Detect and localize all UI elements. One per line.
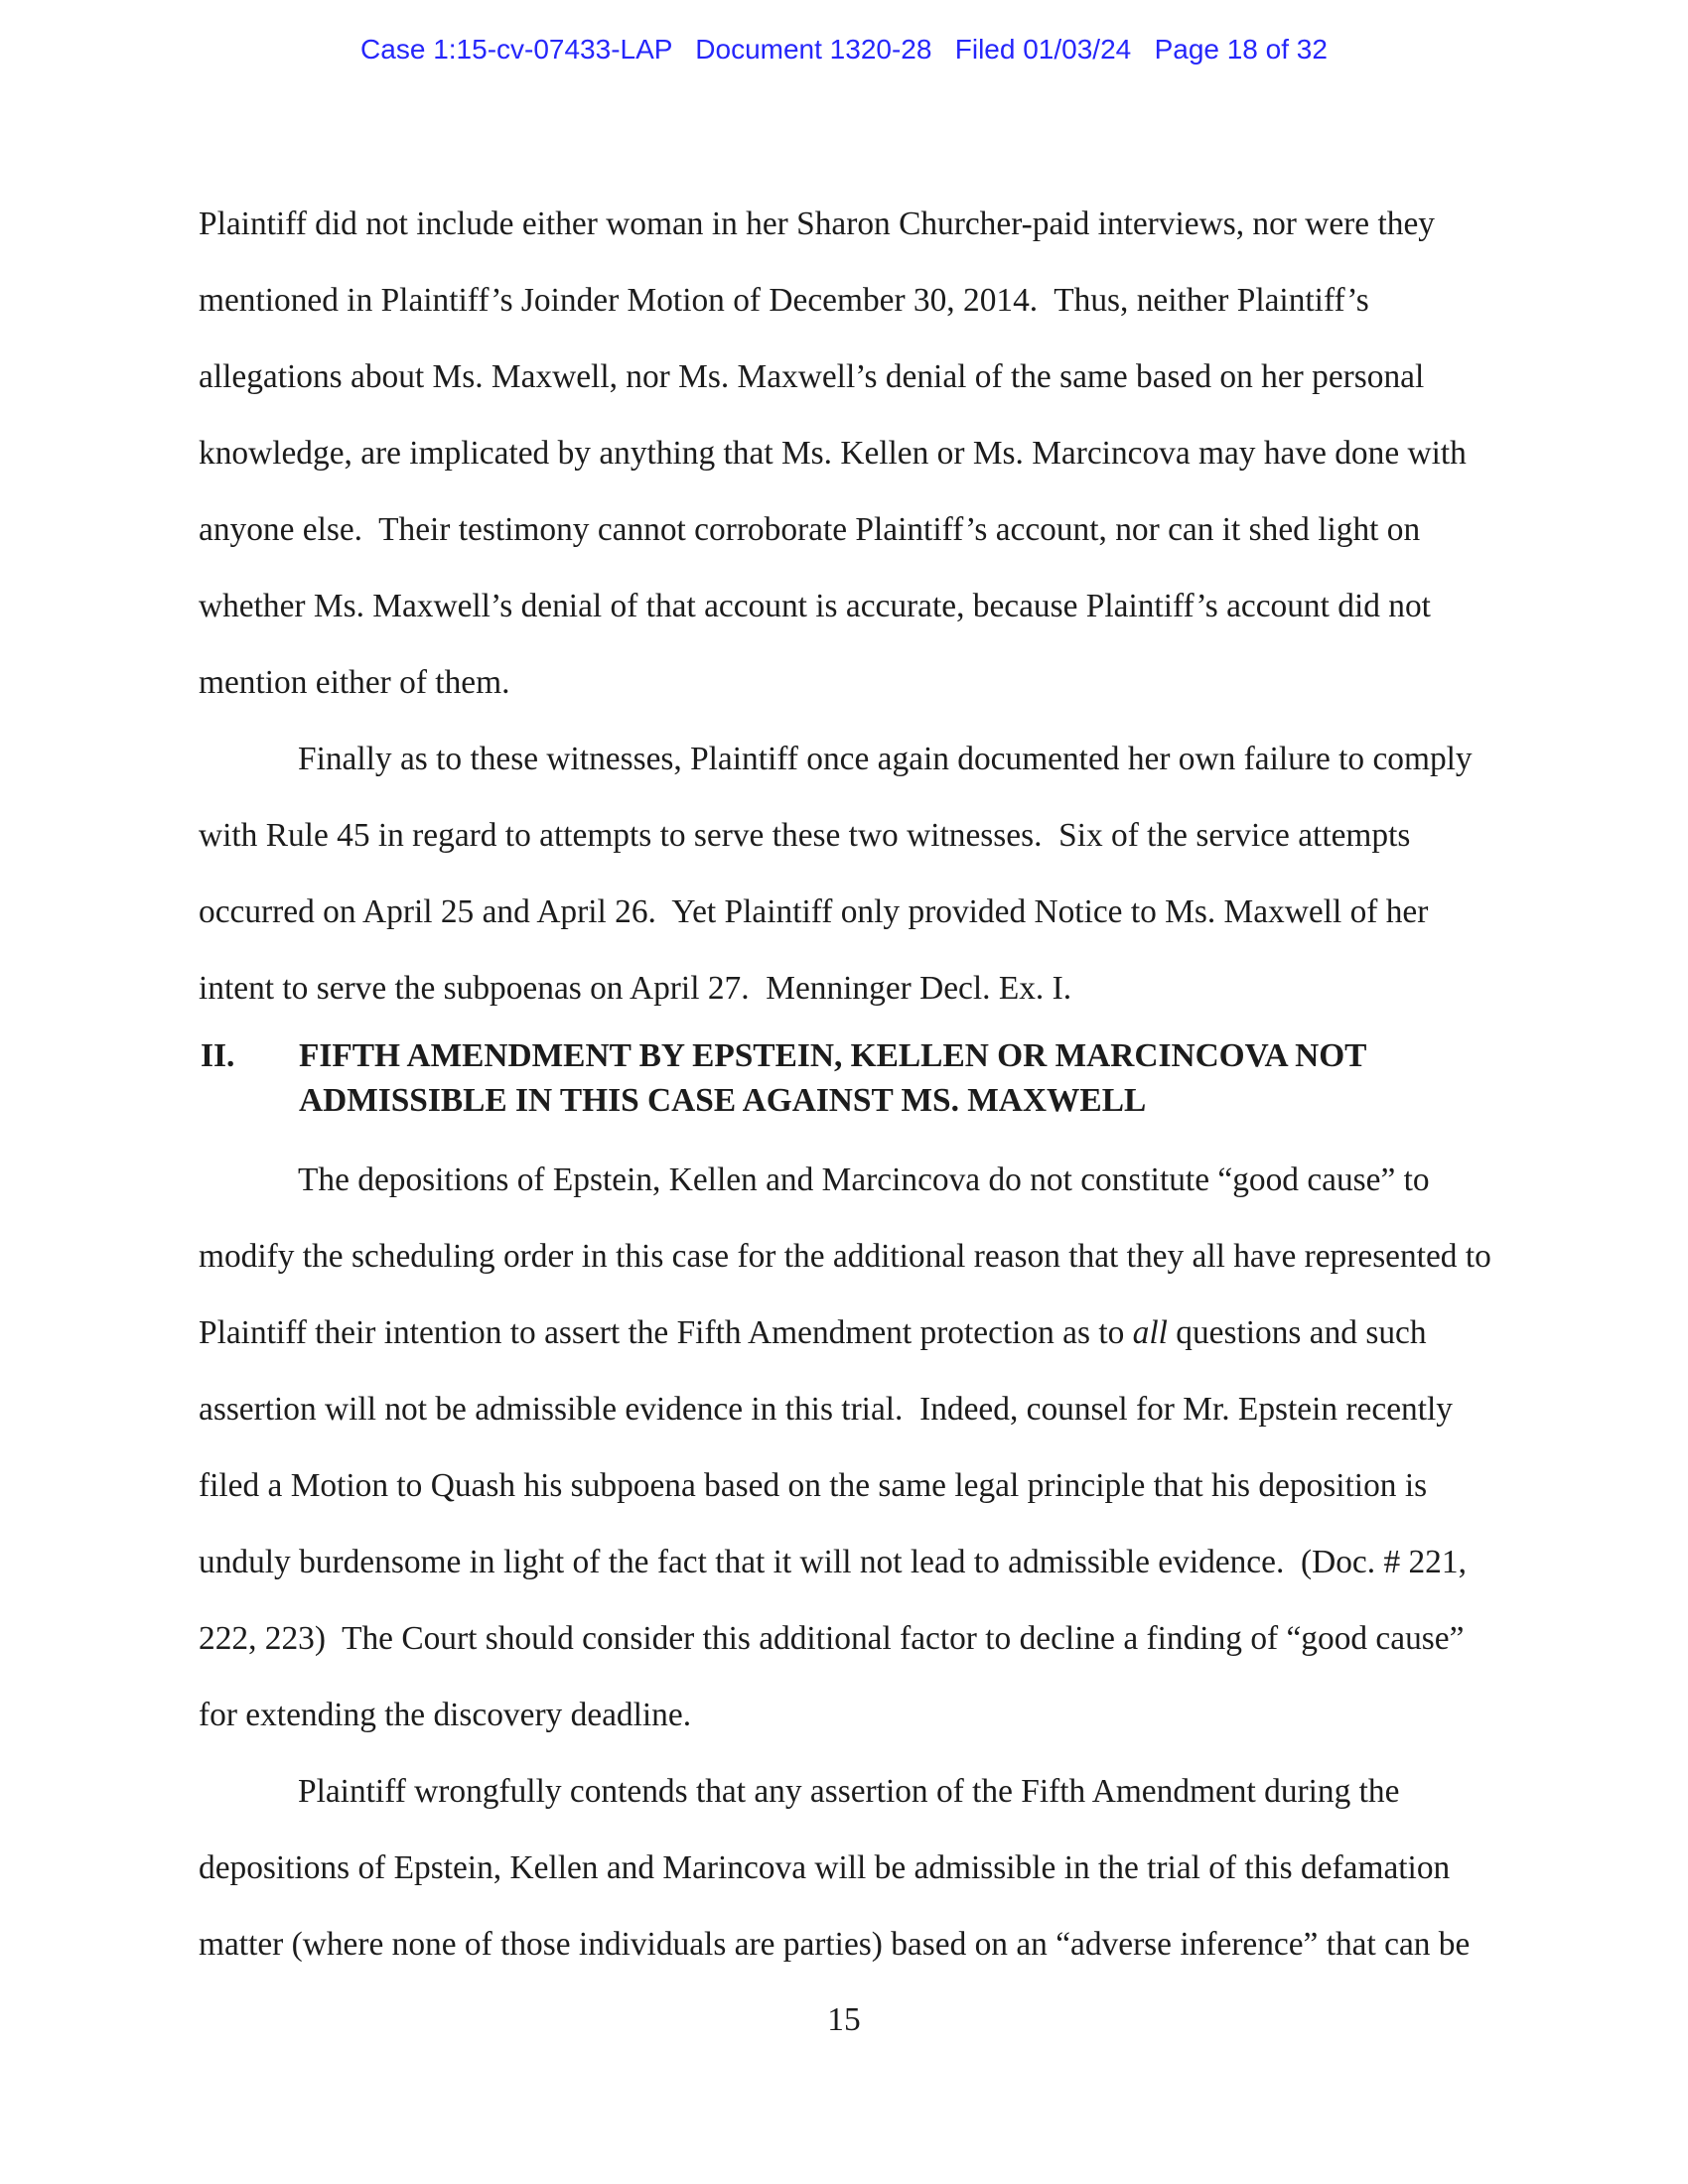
body-line: Finally as to these witnesses, Plaintiff once again documented her own failure to comply bbox=[298, 741, 1473, 777]
body-line: matter (where none of those individuals are parties) based on an “adverse inference” that can be bbox=[199, 1926, 1471, 1963]
body-line: intent to serve the subpoenas on April 27. Menninger Decl. Ex. I. bbox=[199, 970, 1072, 1007]
section-heading-2 bbox=[199, 1033, 1509, 1123]
body-line: modify the scheduling order in this case for the additional reason that they all have represented to bbox=[199, 1238, 1491, 1275]
body-line: assertion will not be admissible evidence in this trial. Indeed, counsel for Mr. Epstein recently bbox=[199, 1391, 1453, 1428]
body-line: filed a Motion to Quash his subpoena based on the same legal principle that his deposition is bbox=[199, 1467, 1428, 1504]
line-segment: questions and such bbox=[1167, 1314, 1427, 1351]
body-line: knowledge, are implicated by anything that Ms. Kellen or Ms. Marcincova may have done with bbox=[199, 435, 1467, 472]
paragraph-4 bbox=[199, 1753, 1509, 1982]
body-line: anyone else. Their testimony cannot corroborate Plaintiff’s account, nor can it shed light on bbox=[199, 511, 1421, 548]
section-heading-number: II. bbox=[201, 1037, 235, 1074]
section-heading-text bbox=[299, 1033, 1509, 1123]
body-line: whether Ms. Maxwell’s denial of that account is accurate, because Plaintiff’s account did not bbox=[199, 588, 1431, 624]
body-line: Plaintiff did not include either woman in her Sharon Churcher-paid interviews, nor were they bbox=[199, 205, 1435, 242]
page-number: 15 bbox=[827, 2001, 861, 2038]
body-line: mention either of them. bbox=[199, 664, 510, 701]
body-line: mentioned in Plaintiff’s Joinder Motion of December 30, 2014. Thus, neither Plaintiff’s bbox=[199, 282, 1369, 319]
italicized-word: all bbox=[1132, 1314, 1168, 1351]
body-line: occurred on April 25 and April 26. Yet Plaintiff only provided Notice to Ms. Maxwell of her bbox=[199, 893, 1429, 930]
heading-line: FIFTH AMENDMENT BY EPSTEIN, KELLEN OR MARCINCOVA NOT bbox=[299, 1037, 1367, 1074]
body-line: depositions of Epstein, Kellen and Marincova will be admissible in the trial of this defamation bbox=[199, 1849, 1451, 1886]
paragraph-2 bbox=[199, 721, 1509, 1026]
paragraph-3 bbox=[199, 1142, 1509, 1753]
body-line: 222, 223) The Court should consider this additional factor to decline a finding of “good cause” bbox=[199, 1620, 1465, 1657]
heading-line: ADMISSIBLE IN THIS CASE AGAINST MS. MAXWELL bbox=[299, 1082, 1147, 1119]
body-line: The depositions of Epstein, Kellen and Marcincova do not constitute “good cause” to bbox=[298, 1161, 1430, 1198]
body-line-with-italic bbox=[199, 1295, 1509, 1371]
line-segment: Plaintiff their intention to assert the Fifth Amendment protection as to bbox=[199, 1314, 1133, 1351]
body-line: allegations about Ms. Maxwell, nor Ms. Maxwell’s denial of the same based on her personal bbox=[199, 358, 1425, 395]
paragraph-1 bbox=[199, 186, 1509, 721]
body-line: Plaintiff wrongfully contends that any assertion of the Fifth Amendment during the bbox=[298, 1773, 1400, 1810]
body-line: unduly burdensome in light of the fact that it will not lead to admissible evidence. (Doc. # 221, bbox=[199, 1544, 1467, 1580]
body-line: for extending the discovery deadline. bbox=[199, 1697, 692, 1733]
ecf-filing-stamp: Case 1:15-cv-07433-LAP Document 1320-28 Filed 01/03/24 Page 18 of 32 bbox=[360, 34, 1328, 65]
body-line: with Rule 45 in regard to attempts to serve these two witnesses. Six of the service attempts bbox=[199, 817, 1411, 854]
